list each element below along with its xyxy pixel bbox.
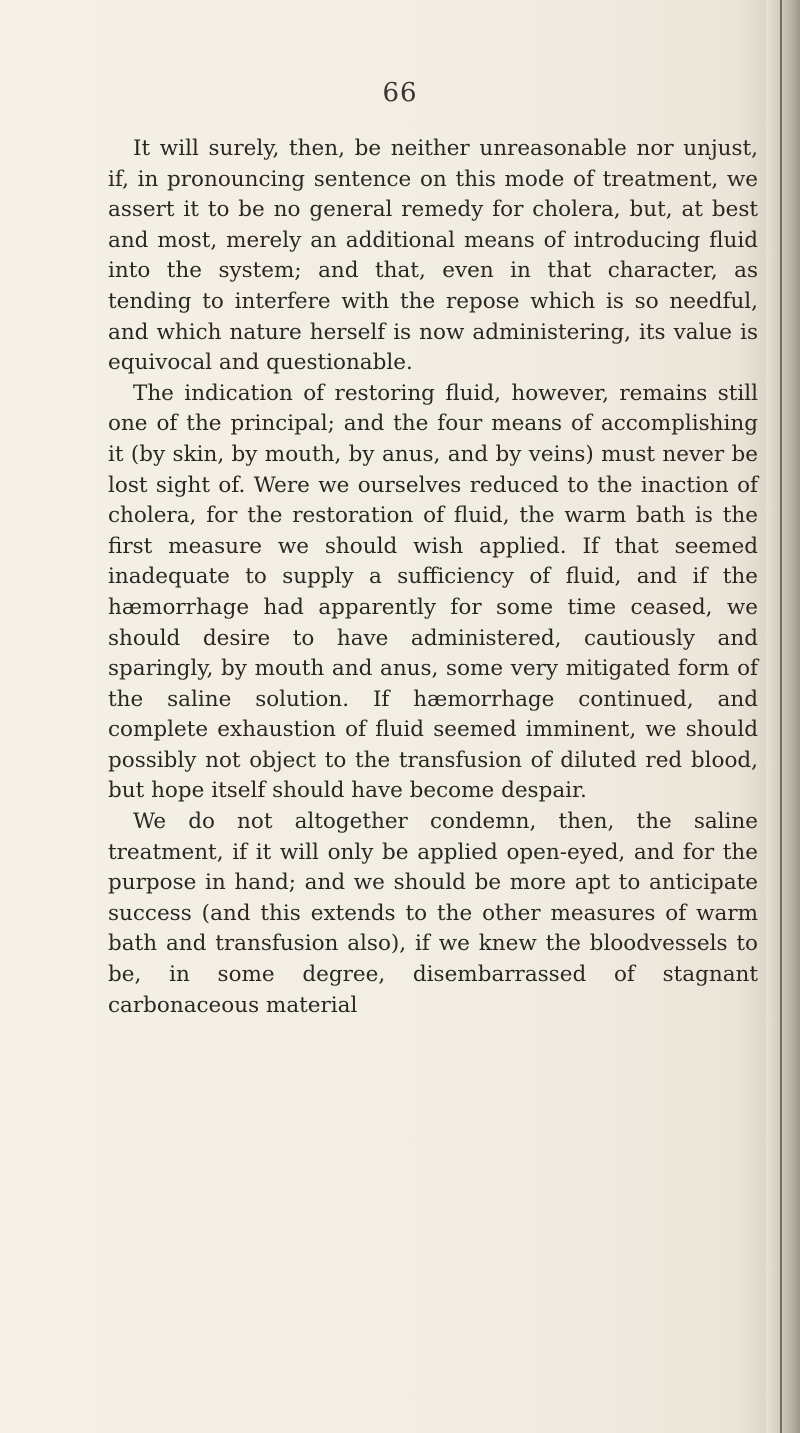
facing-page-edge (766, 0, 800, 1433)
page-gutter-line (780, 0, 782, 1433)
paragraph-2: The indication of restoring fluid, however, remains still one of the principal; and the four means of accomplishing it (by skin, by mouth, by anus, and by veins) must never be lost sight of. Were we ourselves reduced to the inaction of cholera, for the restoration of fluid, the warm bath is the first measure we should wish applied. If that seemed inadequate to supply a sufficiency of fluid, and if the hæmorrhage had apparently for some time ceased, we should desire to have administered, cautiously and sparingly, by mouth and anus, some very mitigated form of the saline solution. If hæmorrhage continued, and complete exhaustion of fluid seemed imminent, we should possibly not object to the transfusion of diluted red blood, but hope itself should have become despair. (108, 380, 758, 804)
paragraph-3: We do not altogether condemn, then, the saline treatment, if it will only be applied open-eyed, and for the purpose in hand; and we should be more apt to anticipate success (and this extends to the other measures of warm bath and transfusion also), if we knew the bloodvessels to be, in some degree, disembarrassed of stagnant carbonaceous material (108, 809, 758, 1018)
body-text (108, 134, 758, 1021)
page-number: 66 (382, 78, 418, 108)
paragraph-1: It will surely, then, be neither unreasonable nor unjust, if, in pronouncing sentence on this mode of treatment, we assert it to be no general remedy for cholera, but, at best and most, merely an additional means of introducing fluid into the system; and that, even in that character, as tending to interfere with the repose which is so needful, and which nature herself is now administering, its value is equivocal and questionable. (108, 136, 758, 376)
